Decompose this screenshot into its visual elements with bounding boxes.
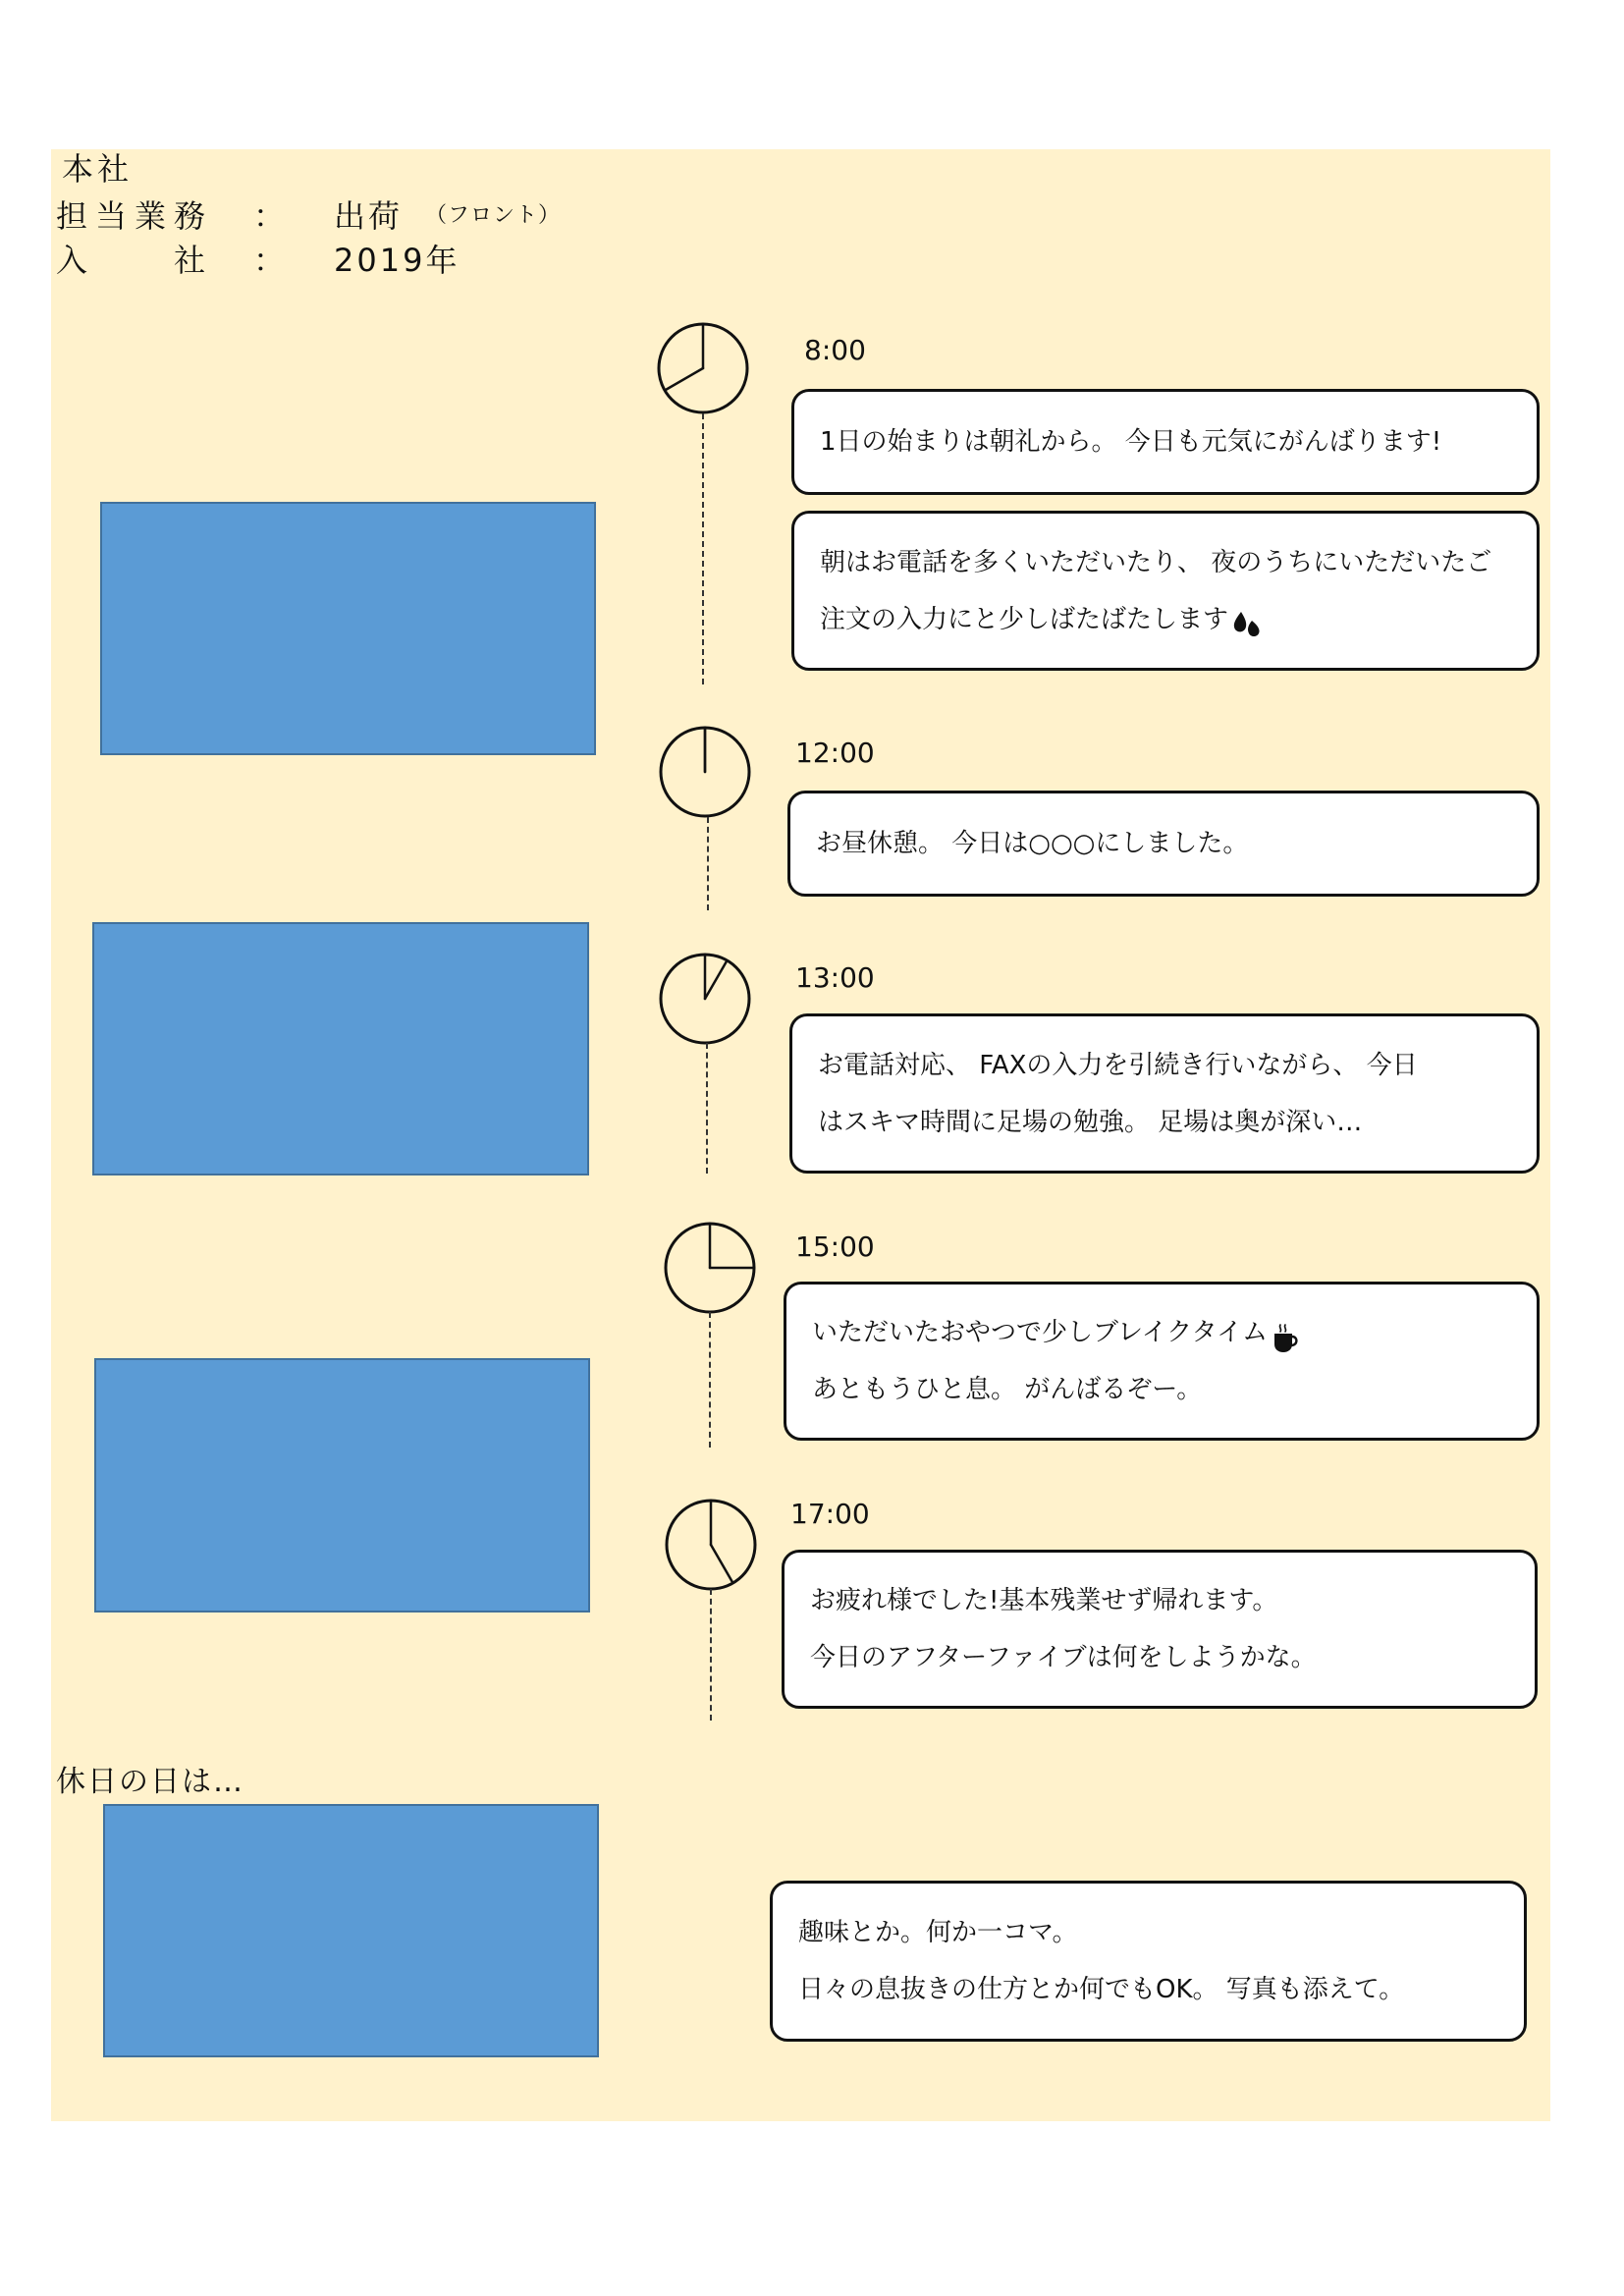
message-line: 日々の息抜きの仕方とか何でもOK。 写真も添えて。: [798, 1975, 1405, 2004]
clock-icon: [664, 1498, 758, 1592]
message-line: 朝はお電話を多くいただいたり、 夜のうちにいただいたご: [820, 547, 1492, 577]
message-bubble: [789, 1013, 1540, 1174]
time-label: 17:00: [790, 1498, 870, 1530]
message-line-with-icon: [820, 591, 1517, 648]
message-line-text: いただいたおやつで少しブレイクタイム: [812, 1318, 1269, 1347]
join-colon: ：: [253, 242, 286, 279]
holiday-message-bubble: [770, 1881, 1527, 2042]
clock-icon: [658, 952, 752, 1046]
time-label: 13:00: [795, 961, 875, 994]
time-label: 12:00: [795, 737, 875, 769]
message-line: お昼休憩。 今日は○○○にしました。: [816, 829, 1249, 858]
coffee-cup-icon: [1270, 1318, 1301, 1349]
message-line: 趣味とか。何か一コマ。: [798, 1918, 1078, 1947]
join-year: 2019年: [334, 242, 460, 279]
message-line: お電話対応、 FAXの入力を引続き行いながら、 今日: [818, 1050, 1418, 1080]
time-label: 15:00: [795, 1230, 875, 1263]
duty-label: 担当業務: [56, 197, 214, 235]
clock-icon: [656, 321, 750, 415]
timeline-connector: [707, 817, 709, 910]
duty-note: （フロント）: [425, 203, 562, 228]
office-name: 本社: [62, 150, 134, 188]
timeline-connector: [702, 413, 704, 684]
duty-colon: ：: [253, 197, 286, 235]
clock-icon: [663, 1221, 757, 1315]
message-bubble: [782, 1550, 1538, 1709]
photo-placeholder: [103, 1804, 599, 2057]
holiday-heading: 休日の日は…: [56, 1765, 244, 1799]
photo-placeholder: [94, 1358, 590, 1613]
message-line: お疲れ様でした!基本残業せず帰れます。: [810, 1586, 1278, 1615]
timeline-connector: [709, 1312, 711, 1448]
sweat-drops-icon: [1230, 604, 1262, 635]
join-label: 入 社: [56, 242, 214, 279]
time-label: 8:00: [804, 334, 866, 366]
message-bubble: [791, 389, 1540, 495]
photo-placeholder: [100, 502, 596, 755]
message-line-with-icon: [812, 1304, 1517, 1361]
message-bubble: [784, 1282, 1540, 1441]
message-line: はスキマ時間に足場の勉強。 足場は奥が深い…: [818, 1107, 1363, 1137]
timeline-connector: [710, 1589, 712, 1721]
hour-hand: [711, 1545, 732, 1582]
message-line: 今日のアフターファイブは何をしようかな。: [810, 1643, 1317, 1672]
message-bubble: [787, 791, 1540, 897]
duty-value: 出荷: [334, 197, 404, 235]
hour-hand: [705, 961, 727, 999]
message-line: あともうひと息。 がんばるぞー。: [812, 1375, 1203, 1404]
clock-icon: [658, 725, 752, 819]
photo-placeholder: [92, 922, 589, 1175]
message-line-text: 注文の入力にと少しばたばたします: [820, 604, 1229, 634]
hour-hand: [666, 368, 703, 390]
timeline-connector: [706, 1043, 708, 1174]
message-line: 1日の始まりは朝礼から。 今日も元気にがんばります!: [820, 427, 1442, 457]
message-bubble: [791, 511, 1540, 671]
